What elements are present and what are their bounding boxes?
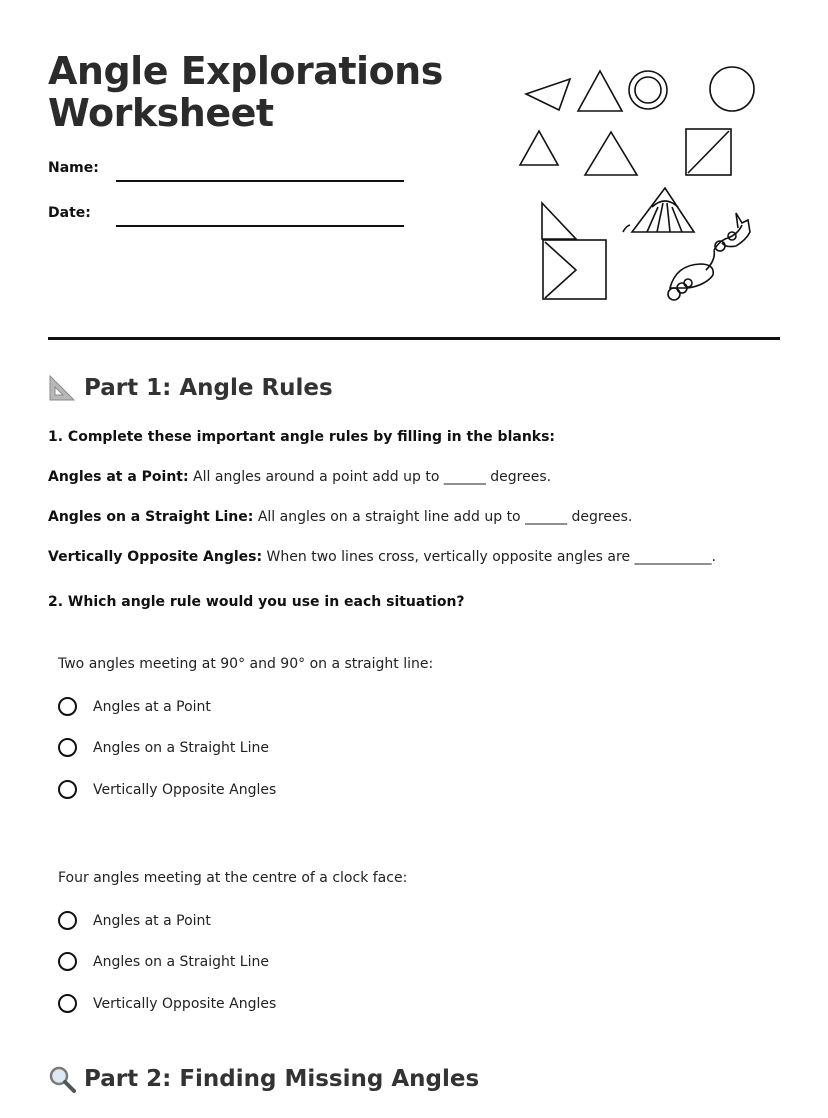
title-line-1: Angle Explorations xyxy=(48,49,443,93)
option-label: Angles on a Straight Line xyxy=(93,953,269,970)
situation-2-option-2[interactable] xyxy=(58,952,269,971)
radio-button[interactable] xyxy=(58,780,77,799)
radio-button[interactable] xyxy=(58,994,77,1013)
situation-2-prompt: Four angles meeting at the centre of a clock face: xyxy=(58,870,408,886)
rule-term: Vertically Opposite Angles: xyxy=(48,549,263,565)
circle-shape xyxy=(710,67,754,111)
radio-button[interactable] xyxy=(58,911,77,930)
rule-term: Angles at a Point: xyxy=(48,469,189,485)
date-field[interactable] xyxy=(116,225,404,227)
rule-angles-at-point xyxy=(48,469,551,485)
triangle-shape xyxy=(585,132,637,175)
option-label: Vertically Opposite Angles xyxy=(93,995,277,1012)
triangle-shape xyxy=(542,203,576,239)
part-2-title: Part 2: Finding Missing Angles xyxy=(84,1066,480,1092)
part-1-title: Part 1: Angle Rules xyxy=(84,375,333,401)
option-label: Angles at a Point xyxy=(93,912,211,929)
triangle-shape xyxy=(526,79,570,110)
situation-1-prompt: Two angles meeting at 90° and 90° on a straight line: xyxy=(58,656,434,672)
question-1: 1. Complete these important angle rules by filling in the blanks: xyxy=(48,429,556,445)
rule-vertically-opposite xyxy=(48,549,716,565)
option-label: Vertically Opposite Angles xyxy=(93,781,277,798)
header-divider xyxy=(48,337,780,340)
radio-button[interactable] xyxy=(58,697,77,716)
situation-2-option-3[interactable] xyxy=(58,994,276,1013)
rule-straight-line xyxy=(48,509,632,525)
option-label: Angles at a Point xyxy=(93,698,211,715)
set-square-icon xyxy=(48,374,76,402)
radio-button[interactable] xyxy=(58,738,77,757)
name-field[interactable] xyxy=(116,180,404,182)
option-label: Angles on a Straight Line xyxy=(93,739,269,756)
situation-2-option-1[interactable] xyxy=(58,911,211,930)
question-2: 2. Which angle rule would you use in each situation? xyxy=(48,594,465,610)
radio-button[interactable] xyxy=(58,952,77,971)
triangle-shape xyxy=(578,71,622,111)
part-1-heading xyxy=(48,374,333,402)
part-2-heading xyxy=(48,1065,479,1093)
worksheet-title xyxy=(48,50,443,134)
shapes-illustration xyxy=(510,60,780,310)
date-label: Date: xyxy=(48,205,91,221)
rule-text: When two lines cross, vertically opposite angles are ___________. xyxy=(262,549,716,565)
triangle-shape xyxy=(520,131,558,165)
magnifying-glass-icon xyxy=(48,1065,76,1093)
situation-1-option-3[interactable] xyxy=(58,780,276,799)
situation-1-option-2[interactable] xyxy=(58,738,269,757)
rule-text: All angles around a point add up to ______ degrees. xyxy=(188,469,552,485)
rule-text: All angles on a straight line add up to ______ degrees. xyxy=(253,509,633,525)
title-line-2: Worksheet xyxy=(48,91,274,135)
name-label: Name: xyxy=(48,160,99,176)
mountain-shape xyxy=(632,188,694,232)
situation-1-option-1[interactable] xyxy=(58,697,211,716)
rule-term: Angles on a Straight Line: xyxy=(48,509,254,525)
